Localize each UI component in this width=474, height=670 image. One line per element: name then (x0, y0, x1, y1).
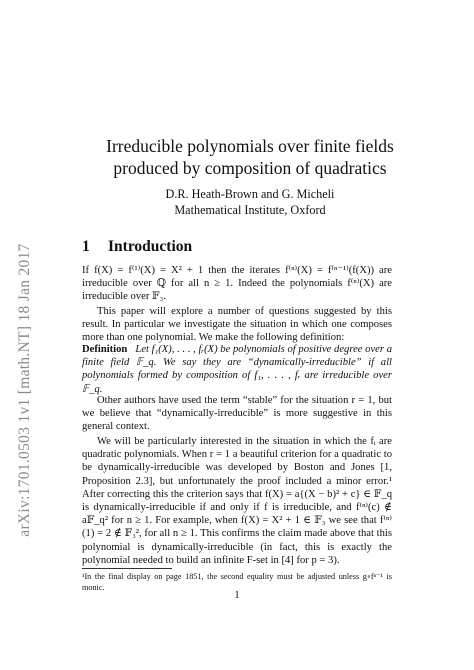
section-number: 1 (82, 238, 90, 255)
section-title: Introduction (108, 238, 193, 255)
intro-paragraph-3: Other authors have used the term “stable” for the situation r = 1, but we believe that “dynamically-irreducible” is more suggestive in this general context. (82, 395, 392, 433)
author-block (60, 186, 440, 218)
arxiv-stamp: arXiv:1701.0503 1v1 [math.NT] 18 Jan 2017 (16, 243, 33, 537)
definition-text: Let f₁(X), . . . , fᵣ(X) be polynomials of positive degree over a finite field 𝔽_q. We say they are “dynamically-irreducible” if all polynomials formed by composition of f₁, . . . , fᵣ are irreducible over 𝔽_q. (82, 344, 392, 395)
authors: D.R. Heath-Brown and G. Micheli (165, 187, 335, 201)
definition-block (82, 343, 392, 396)
title-line-2: produced by composition of quadratics (113, 158, 387, 178)
intro-paragraph-1: If f(X) = f⁽¹⁾(X) = X² + 1 then the iterates f⁽ⁿ⁾(X) = f⁽ⁿ⁻¹⁾(f(X)) are irreducible over ℚ for all n ≥ 1. Indeed the polynomials f⁽ⁿ⁾(X) are irreducible over 𝔽₃. (82, 265, 392, 303)
section-heading (82, 238, 192, 256)
footnote: ¹In the final display on page 1851, the second equality must be adjusted unless g∘fⁿ⁻¹ is monic. (82, 572, 392, 592)
title-line-1: Irreducible polynomials over finite fields (106, 136, 394, 156)
paper-title (60, 135, 440, 179)
definition-label: Definition (82, 344, 128, 355)
page-number: 1 (234, 589, 240, 601)
intro-paragraph-4: We will be particularly interested in the situation in which the fᵢ are quadratic polynomials. When r = 1 a beautiful criterion for a quadratic to be dynamically-irreducible was developed by Boston and Jones [1, Proposition 2.3], but unfortunately the proof included a minor error.¹ After correcting this the criterion says that f(X) = a{(X − b)² + c} ∈ 𝔽_q is dynamically-irreducible if and only if f is irreducible, and f⁽ⁿ⁾(c) ∉ a𝔽_q² for n ≥ 1. For example, when f(X) = X² + 1 ∈ 𝔽₃ we see that f⁽ⁿ⁾(1) = 2 ∉ 𝔽₃², for all n ≥ 1. This confirms the claim made above that this polynomial is dynamically-irreducible (in fact, this is exactly the polynomial needed to build an infinite F-set in [4] for p = 3). (82, 436, 392, 566)
intro-paragraph-2: This paper will explore a number of questions suggested by this result. In particular we investigate the situation in which one composes more than one polynomial. We make the following definition: (82, 306, 392, 344)
footnote-rule (82, 568, 172, 569)
affiliation: Mathematical Institute, Oxford (174, 203, 326, 217)
arxiv-stamp-container (10, 180, 40, 600)
